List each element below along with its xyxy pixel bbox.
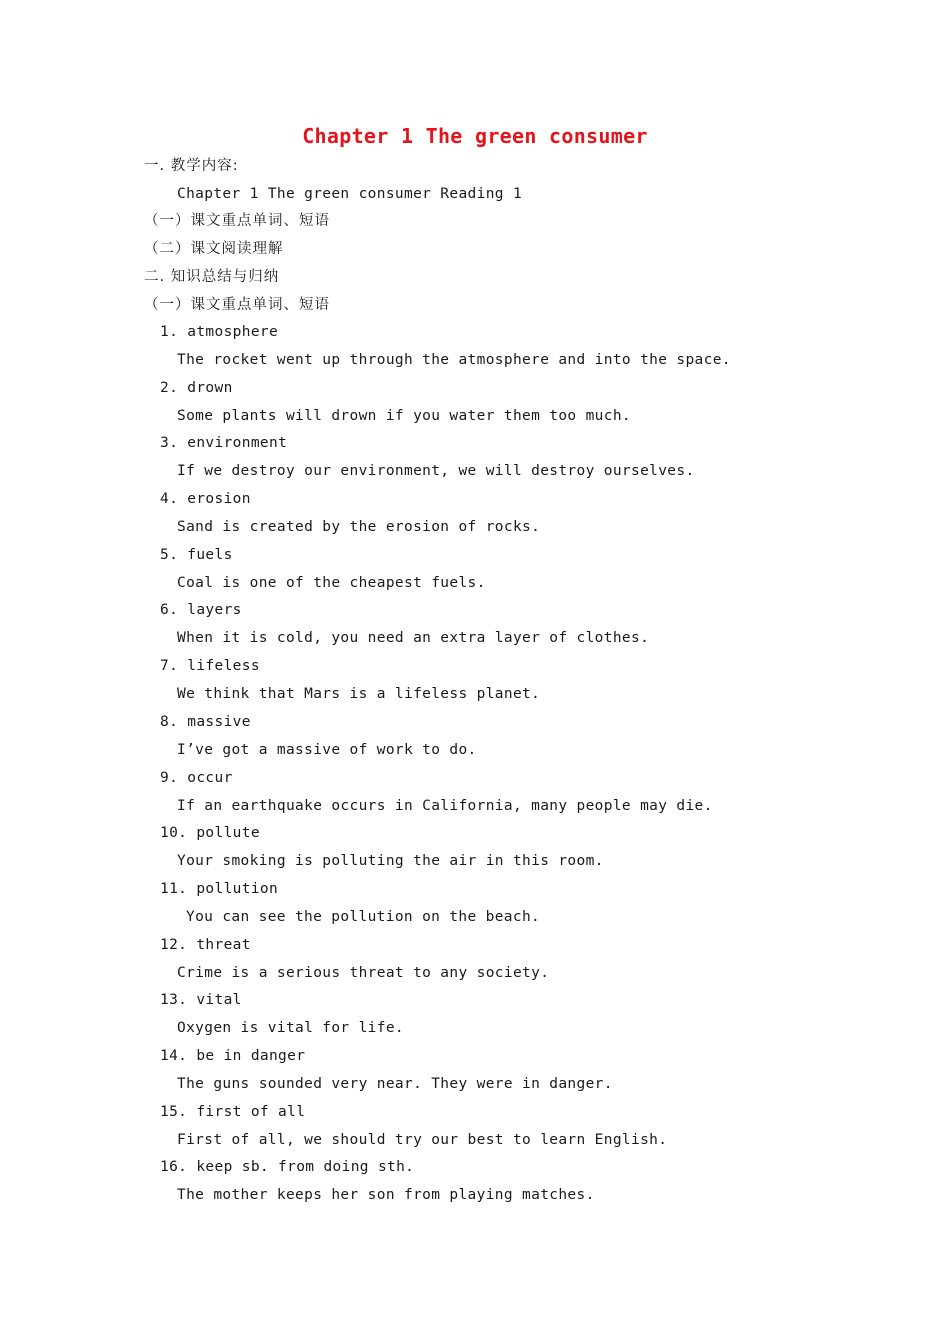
section-1-content-line: Chapter 1 The green consumer Reading 1 [177, 186, 523, 202]
entry-word: occur [187, 769, 233, 786]
section-1-heading: 一. 教学内容: [144, 158, 239, 174]
vocabulary-word [160, 712, 251, 732]
entry-word: first of all [196, 1103, 306, 1120]
entry-word: massive [187, 713, 251, 730]
entry-number: 8. [160, 713, 179, 730]
entry-number: 4. [160, 491, 179, 508]
vocabulary-word [160, 656, 260, 676]
vocabulary-word [160, 768, 233, 788]
vocabulary-entry [0, 935, 950, 991]
example-sentence: We think that Mars is a lifeless planet. [177, 686, 541, 703]
entry-number: 14. [160, 1047, 188, 1064]
section-2-subheading-vocabulary: （一）课文重点单词、短语 [144, 297, 330, 313]
vocabulary-entry [0, 712, 950, 768]
vocabulary-word [160, 1157, 414, 1177]
entry-word: threat [196, 936, 251, 953]
vocabulary-word [160, 879, 278, 899]
example-sentence: If an earthquake occurs in California, many people may die. [177, 797, 713, 814]
example-sentence: Oxygen is vital for life. [177, 1020, 404, 1037]
entry-number: 7. [160, 658, 179, 675]
example-sentence: The mother keeps her son from playing matches. [177, 1187, 595, 1204]
vocabulary-entry [0, 1046, 950, 1102]
entry-number: 6. [160, 602, 179, 619]
entry-number: 2. [160, 379, 179, 396]
entry-number: 9. [160, 769, 179, 786]
example-sentence: You can see the pollution on the beach. [186, 908, 541, 925]
entry-word: pollute [196, 825, 260, 842]
example-sentence: The rocket went up through the atmosphere and into the space. [177, 352, 731, 368]
vocabulary-entry [0, 489, 950, 545]
entry-number: 1. [160, 324, 179, 340]
vocabulary-entry [0, 879, 950, 935]
entry-number: 13. [160, 992, 188, 1009]
example-sentence: The guns sounded very near. They were in danger. [177, 1075, 613, 1092]
example-sentence: First of all, we should try our best to learn English. [177, 1131, 668, 1148]
example-sentence: Sand is created by the erosion of rocks. [177, 519, 541, 536]
vocabulary-word [160, 935, 251, 955]
entry-word: vital [196, 992, 242, 1009]
vocabulary-word [160, 489, 251, 509]
example-sentence: Your smoking is polluting the air in this room. [177, 853, 604, 870]
example-sentence: When it is cold, you need an extra layer of clothes. [177, 630, 650, 647]
vocabulary-word [160, 322, 278, 342]
vocabulary-entry [0, 768, 950, 824]
vocabulary-word [160, 378, 233, 398]
vocabulary-word [160, 823, 260, 843]
entry-word: drown [187, 379, 233, 396]
entry-word: environment [187, 435, 288, 452]
entry-number: 12. [160, 936, 188, 953]
document-title: Chapter 1 The green consumer [302, 124, 648, 148]
entry-number: 15. [160, 1103, 188, 1120]
example-sentence: Crime is a serious threat to any society. [177, 964, 550, 981]
vocabulary-entry [0, 433, 950, 489]
vocabulary-word [160, 1046, 305, 1066]
entry-word: lifeless [187, 658, 260, 675]
vocabulary-word [160, 545, 233, 565]
vocabulary-word [160, 990, 242, 1010]
example-sentence: I’ve got a massive of work to do. [177, 741, 477, 758]
example-sentence: Some plants will drown if you water them too much. [177, 407, 631, 424]
vocabulary-entry [0, 600, 950, 656]
entry-word: erosion [187, 491, 251, 508]
vocabulary-list [0, 322, 950, 1213]
vocabulary-entry [0, 656, 950, 712]
entry-word: keep sb. from doing sth. [196, 1159, 415, 1176]
entry-word: fuels [187, 546, 233, 563]
vocabulary-entry [0, 322, 950, 378]
vocabulary-entry [0, 1157, 950, 1213]
entry-word: pollution [196, 880, 279, 897]
section-1-subheading-reading: （二）课文阅读理解 [144, 241, 284, 257]
entry-number: 3. [160, 435, 179, 452]
section-1-subheading-vocabulary: （一）课文重点单词、短语 [144, 213, 330, 229]
example-sentence: If we destroy our environment, we will destroy ourselves. [177, 463, 695, 480]
entry-word: atmosphere [187, 324, 279, 340]
vocabulary-word [160, 1102, 305, 1122]
example-sentence: Coal is one of the cheapest fuels. [177, 574, 486, 591]
vocabulary-entry [0, 990, 950, 1046]
vocabulary-entry [0, 378, 950, 434]
vocabulary-word [160, 600, 242, 620]
section-2-heading: 二. 知识总结与归纳 [144, 269, 280, 285]
entry-word: layers [187, 602, 242, 619]
vocabulary-entry [0, 1102, 950, 1158]
entry-number: 11. [160, 880, 188, 897]
entry-word: be in danger [196, 1047, 306, 1064]
entry-number: 16. [160, 1159, 188, 1176]
vocabulary-entry [0, 823, 950, 879]
vocabulary-word [160, 433, 287, 453]
vocabulary-entry [0, 545, 950, 601]
entry-number: 5. [160, 546, 179, 563]
entry-number: 10. [160, 825, 188, 842]
